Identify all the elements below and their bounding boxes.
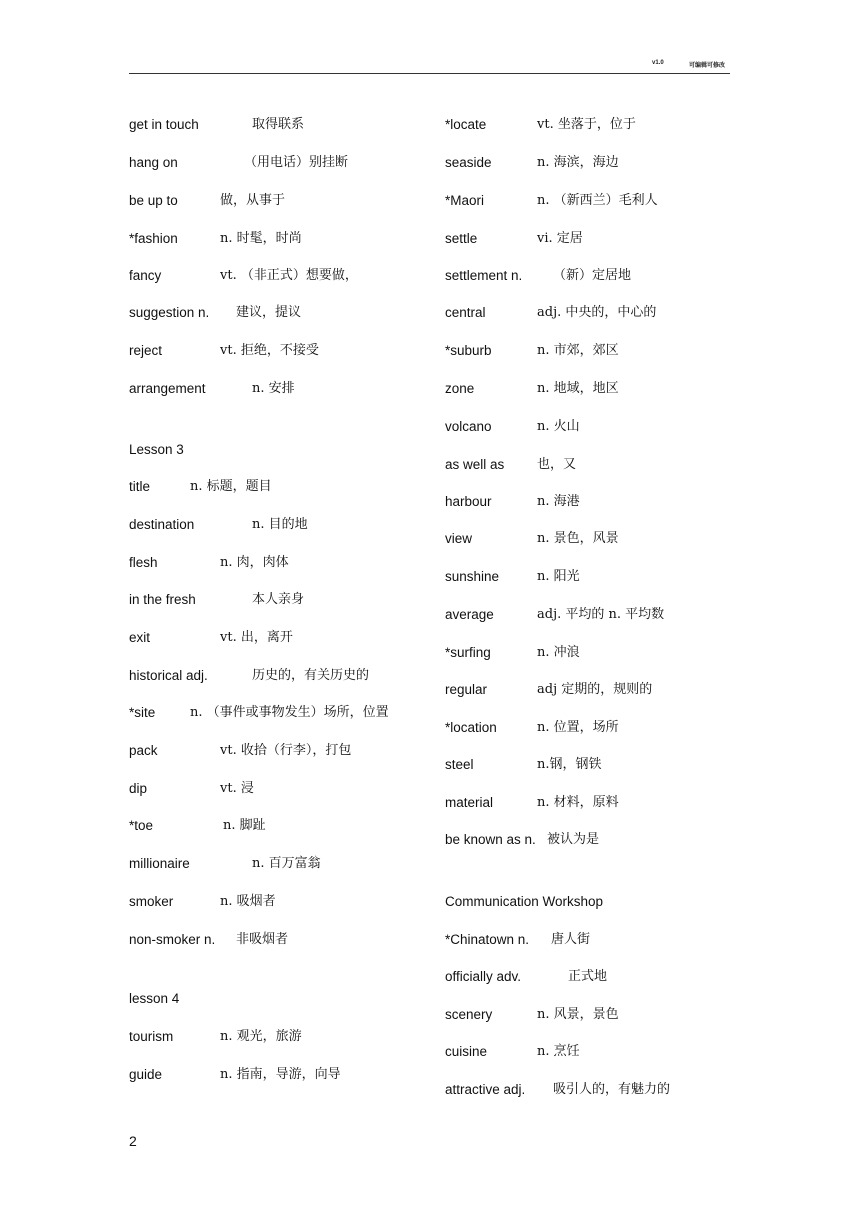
lesson-heading: lesson 4 xyxy=(129,991,180,1006)
lesson-heading: Lesson 3 xyxy=(129,442,184,457)
vocab-definition: 唐人街 xyxy=(551,932,591,947)
vocab-term: scenery xyxy=(445,1007,493,1022)
vocab-term: *Chinatown n. xyxy=(445,932,530,947)
vocab-definition: n. 目的地 xyxy=(252,517,308,532)
vocab-term: average xyxy=(445,607,494,622)
vocab-term: *fashion xyxy=(129,231,178,246)
vocab-term: be known as n. xyxy=(445,832,536,847)
vocab-term: fancy xyxy=(129,268,162,283)
vocab-term: zone xyxy=(445,381,475,396)
vocab-definition: n. 肉，肉体 xyxy=(220,555,289,570)
vocab-term: settlement n. xyxy=(445,268,523,283)
header-version: v1.0 xyxy=(652,60,664,66)
vocab-definition: n. 风景，景色 xyxy=(537,1007,619,1022)
vocab-term: *suburb xyxy=(445,343,492,358)
vocab-definition: adj 定期的，规则的 xyxy=(537,682,653,697)
vocab-term: suggestion n. xyxy=(129,305,210,320)
vocab-definition: n. 烹饪 xyxy=(537,1044,580,1059)
vocab-term: title xyxy=(129,479,151,494)
vocab-definition: n. （新西兰）毛利人 xyxy=(537,193,658,208)
vocab-definition: n. 海港 xyxy=(537,494,580,509)
vocab-term: *locate xyxy=(445,117,487,132)
vocab-definition: n. 时髦，时尚 xyxy=(220,231,302,246)
vocab-term: *toe xyxy=(129,818,154,833)
vocab-definition: n.钢，钢铁 xyxy=(537,757,602,772)
vocab-term: steel xyxy=(445,757,474,772)
vocab-definition: n. 材料，原料 xyxy=(537,795,619,810)
vocab-definition: n. 阳光 xyxy=(537,569,580,584)
vocab-term: attractive adj. xyxy=(445,1082,526,1097)
vocab-term: cuisine xyxy=(445,1044,488,1059)
vocab-definition: 吸引人的，有魅力的 xyxy=(553,1082,671,1097)
vocab-term: *Maori xyxy=(445,193,485,208)
vocab-definition: 本人亲身 xyxy=(252,592,305,607)
vocab-definition: n. 百万富翁 xyxy=(252,856,321,871)
vocab-definition: n. 景色，风景 xyxy=(537,531,619,546)
vocab-term: smoker xyxy=(129,894,174,909)
vocab-term: tourism xyxy=(129,1029,174,1044)
vocab-definition: n. 脚趾 xyxy=(223,818,266,833)
vocab-definition: 非吸烟者 xyxy=(236,932,289,947)
header-rule xyxy=(129,73,730,74)
vocab-term: volcano xyxy=(445,419,492,434)
vocab-term: seaside xyxy=(445,155,492,170)
vocab-definition: n. 市郊，郊区 xyxy=(537,343,619,358)
vocab-term: be up to xyxy=(129,193,178,208)
vocab-term: view xyxy=(445,531,473,546)
vocab-term: officially adv. xyxy=(445,969,522,984)
vocab-definition: 历史的，有关历史的 xyxy=(252,668,370,683)
vocab-term: reject xyxy=(129,343,163,358)
vocab-definition: vt. （非正式）想要做， xyxy=(220,268,358,283)
vocab-definition: n. 吸烟者 xyxy=(220,894,276,909)
vocab-term: historical adj. xyxy=(129,668,208,683)
vocab-definition: vt. 收拾（行李），打包 xyxy=(220,743,352,758)
vocab-term: dip xyxy=(129,781,148,796)
vocab-term: central xyxy=(445,305,486,320)
vocab-definition: 也，又 xyxy=(537,457,577,472)
vocab-definition: （新）定居地 xyxy=(553,268,632,283)
vocab-definition: 做，从事于 xyxy=(220,193,286,208)
vocab-term: millionaire xyxy=(129,856,190,871)
vocab-definition: n. 标题，题目 xyxy=(190,479,272,494)
vocab-term: as well as xyxy=(445,457,505,472)
vocab-term: material xyxy=(445,795,494,810)
vocab-term: guide xyxy=(129,1067,163,1082)
vocab-term: flesh xyxy=(129,555,158,570)
vocab-definition: vi. 定居 xyxy=(537,231,583,246)
vocab-definition: 建议，提议 xyxy=(236,305,302,320)
vocab-term: exit xyxy=(129,630,151,645)
vocab-definition: n. 观光，旅游 xyxy=(220,1029,302,1044)
vocab-term: destination xyxy=(129,517,195,532)
vocab-definition: n. 安排 xyxy=(252,381,295,396)
vocab-definition: n. 冲浪 xyxy=(537,645,580,660)
vocab-term: regular xyxy=(445,682,488,697)
vocab-term: pack xyxy=(129,743,158,758)
vocab-definition: n. 海滨，海边 xyxy=(537,155,619,170)
vocab-term: non-smoker n. xyxy=(129,932,216,947)
vocab-term: harbour xyxy=(445,494,492,509)
vocab-definition: vt. 坐落于，位于 xyxy=(537,117,636,132)
vocab-definition: adj. 中央的，中心的 xyxy=(537,305,657,320)
vocab-definition: vt. 拒绝，不接受 xyxy=(220,343,319,358)
vocab-definition: 正式地 xyxy=(568,969,608,984)
vocab-term: sunshine xyxy=(445,569,500,584)
vocab-definition: n. 位置，场所 xyxy=(537,720,619,735)
vocab-definition: adj. 平均的 n. 平均数 xyxy=(537,607,665,622)
section-heading-label: Communication Workshop xyxy=(445,894,604,909)
vocab-term: hang on xyxy=(129,155,178,170)
vocab-term: in the fresh xyxy=(129,592,196,607)
vocab-term: get in touch xyxy=(129,117,199,132)
vocab-definition: 被认为是 xyxy=(547,832,600,847)
vocab-term: *site xyxy=(129,705,156,720)
vocab-definition: n. （事件或事物发生）场所，位置 xyxy=(190,705,389,720)
vocab-definition: （用电话）别挂断 xyxy=(244,155,349,170)
vocab-definition: n. 地域，地区 xyxy=(537,381,619,396)
vocab-term: *surfing xyxy=(445,645,491,660)
vocab-definition: n. 指南，导游，向导 xyxy=(220,1067,341,1082)
header-note: 可编辑可修改 xyxy=(689,63,726,69)
vocab-term: settle xyxy=(445,231,478,246)
vocab-definition: vt. 浸 xyxy=(220,781,254,796)
page-number: 2 xyxy=(129,1133,137,1149)
vocab-definition: vt. 出，离开 xyxy=(220,630,293,645)
vocab-definition: 取得联系 xyxy=(252,117,305,132)
vocab-definition: n. 火山 xyxy=(537,419,580,434)
vocab-term: arrangement xyxy=(129,381,206,396)
vocab-term: *location xyxy=(445,720,497,735)
